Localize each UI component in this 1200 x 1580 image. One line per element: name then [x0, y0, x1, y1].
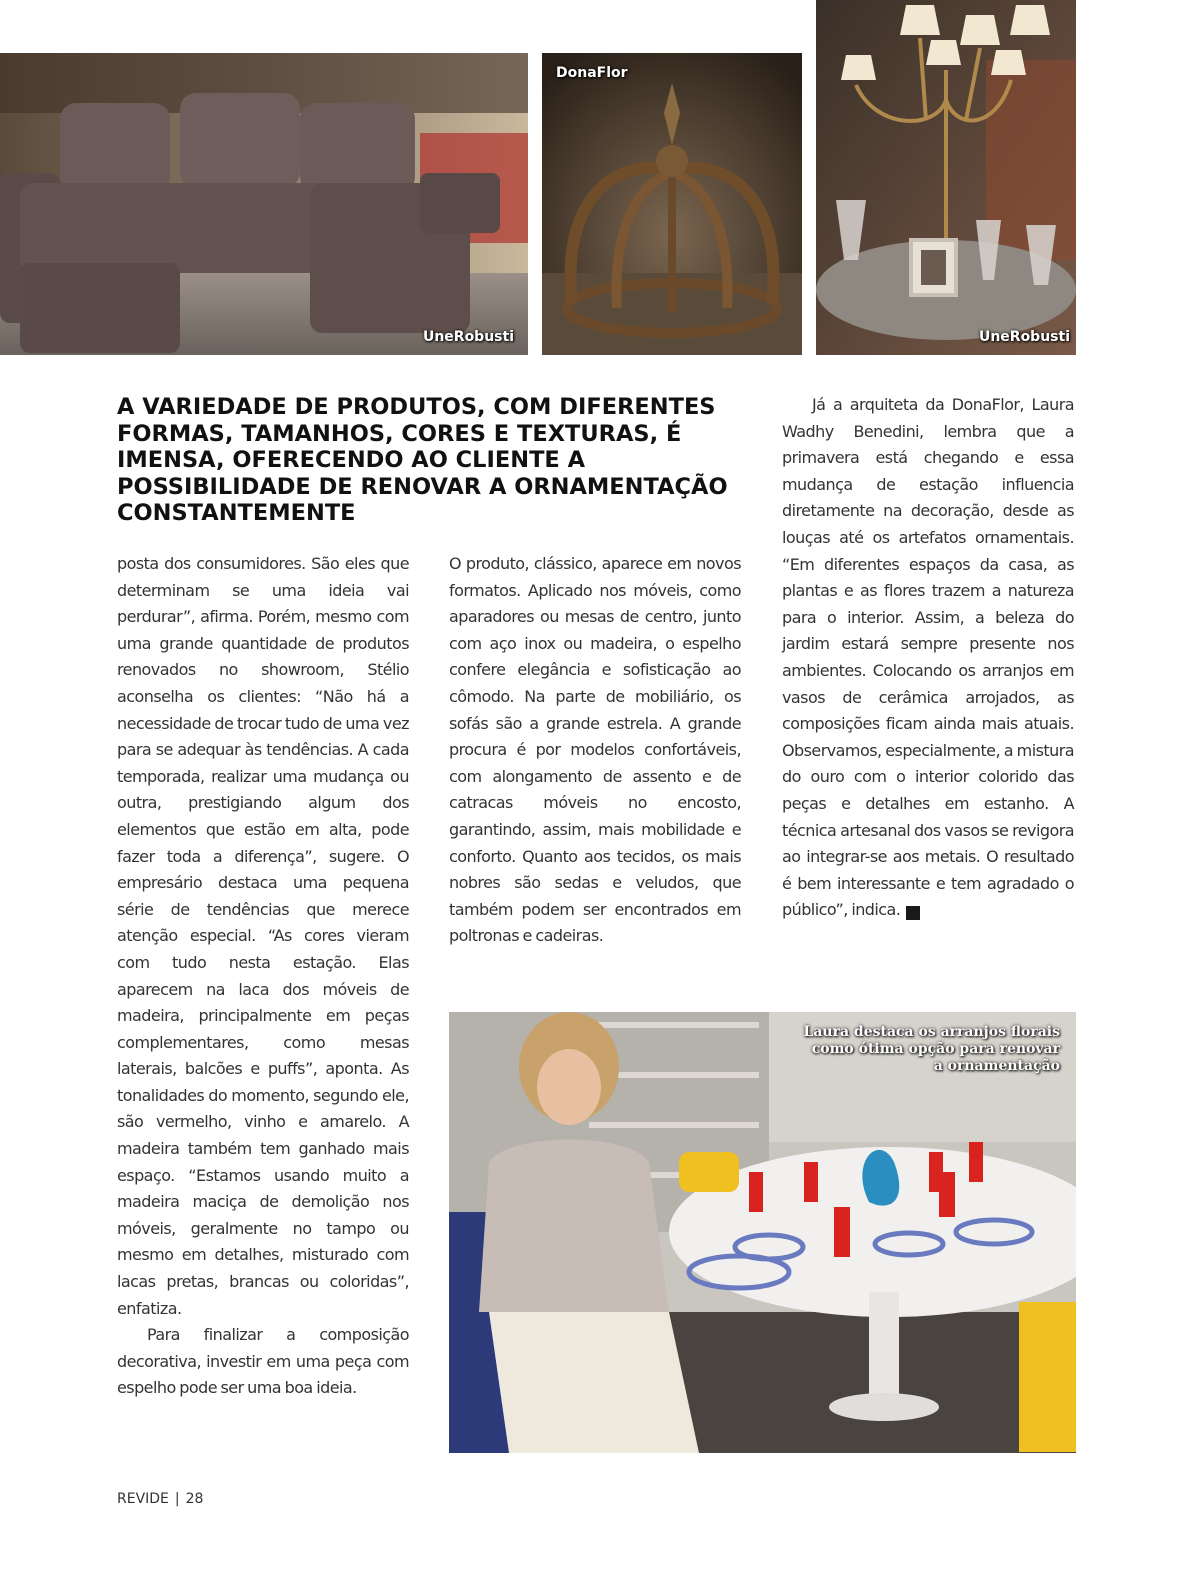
end-of-article-mark: r: [906, 906, 920, 920]
photo-caption: Laura destaca os arranjos florais como ótima opção para renovar a ornamentação: [803, 1024, 1060, 1074]
photo-credit: UneRobusti: [978, 329, 1070, 345]
article-headline: A VARIEDADE DE PRODUTOS, COM DIFERENTES FORMAS, TAMANHOS, CORES E TEXTURAS, É IMENSA, OFERECENDO AO CLIENTE A POSSIBILIDADE DE RENOVAR A ORNAMENTAÇÃO CONSTANTEMENTE: [117, 394, 728, 526]
photo-crown: [542, 53, 802, 355]
chandelier-image: [816, 0, 1076, 355]
crown-image: [542, 53, 802, 355]
paragraph: posta dos consumidores. São eles que determinam se uma ideia vai perdurar”, afirma. Porém, mesmo com uma grande quantidade de produtos renovados no showroom, Stélio aconselha os clientes: “Não há a necessidade de trocar tudo de uma vez para se adequar às tendências. A cada temporada, realizar uma mudança ou outra, prestigiando algum dos elementos que estão em alta, pode fazer toda a diferença”, sugere. O empresário destaca uma pequena série de tendências que merece atenção especial. “As cores vieram com tudo nesta estação. Elas aparecem na laca dos móveis de madeira, principalmente em peças complementares, como mesas laterais, balcões e puffs”, aponta. As tonalidades do momento, segundo ele, são vermelho, vinho e amarelo. A madeira também tem ganhado mais espaço. “Estamos usando muito a madeira maciça de demolição nos móveis, geralmente no tampo ou mesmo em detalhes, misturado com lacas pretas, brancas ou coloridas”, enfatiza.: [117, 554, 409, 1318]
photo-laura: [449, 1012, 1076, 1453]
page-footer: [117, 1491, 203, 1507]
sofa-image: [0, 53, 528, 355]
page-number: 28: [185, 1491, 204, 1507]
footer-separator: |: [174, 1491, 180, 1507]
photo-credit: DonaFlor: [556, 65, 628, 81]
paragraph: Para finalizar a composição decorativa, investir em uma peça com espelho pode ser uma boa ideia.: [117, 1325, 409, 1398]
laura-image: [449, 1012, 1076, 1453]
paragraph: O produto, clássico, aparece em novos formatos. Aplicado nos móveis, como aparadores ou mesas de centro, junto com aço inox ou madeira, o espelho confere elegância e sofisticação ao cômodo. Na parte de mobiliário, os sofás são a grande estrela. A grande procura é por modelos confortáveis, com alongamento de assento e de catracas móveis no encosto, garantindo, assim, mais mobilidade e conforto. Quanto aos tecidos, os mais nobres são sedas e veludos, que também podem ser encontrados em poltronas e cadeiras.: [449, 554, 741, 946]
photo-chandelier: [816, 0, 1076, 355]
text-column-3: [782, 392, 1074, 924]
text-column-2: [449, 551, 741, 950]
photo-sofa: [0, 53, 528, 355]
photo-credit: UneRobusti: [422, 329, 514, 345]
text-column-1: [117, 551, 409, 1402]
paragraph: Já a arquiteta da DonaFlor, Laura Wadhy Benedini, lembra que a primavera está chegando e essa mudança de estação influencia diretamente na decoração, desde as louças até os artefatos ornamentais. “Em diferentes espaços da casa, as plantas e as flores trazem a natureza para o interior. Assim, a beleza do jardim estará sempre presente nos ambientes. Colocando os arranjos em vasos de cerâmica arrojados, as composições ficam ainda mais atuais. Observamos, especialmente, a mistura do ouro com o interior colorido das peças e detalhes em estanho. A técnica artesanal dos vasos se revigora ao integrar-se aos metais. O resultado é bem interessante e tem agradado o público”, indica.: [782, 395, 1074, 920]
magazine-name: REVIDE: [117, 1491, 169, 1507]
